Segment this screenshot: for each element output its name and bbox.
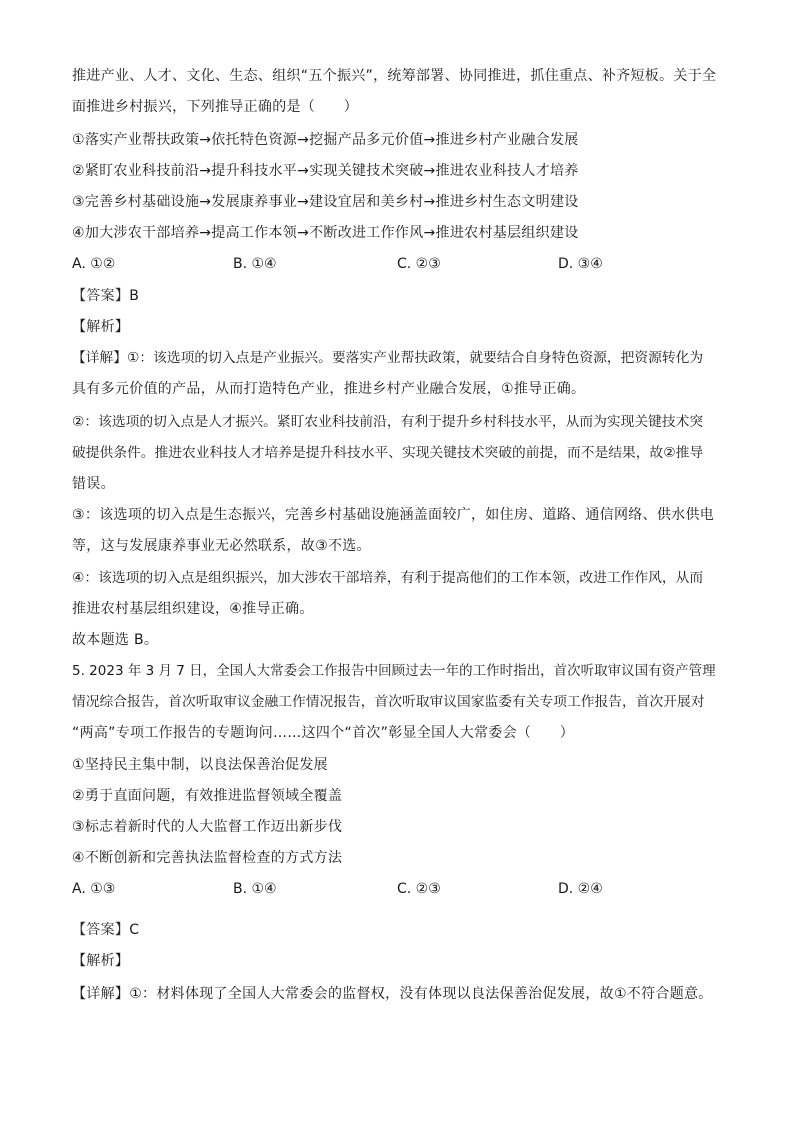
q4-detail-text-1: ①：该选项的切入点是产业振兴。要落实产业帮扶政策，就要结合自身特色资源，把资源转化为: [127, 350, 704, 366]
q4-stem-line-1: 推进产业、人才、文化、生态、组织“五个振兴”，统筹部署、协同推进，抓住重点、补齐短板。关于全: [72, 68, 717, 84]
q5-stem-line-1: 5. 2023 年 3 月 7 日，全国人大常委会工作报告中回顾过去一年的工作时指出，首次听取审议国有资产管理: [72, 663, 716, 679]
q4-detail-line-1: [72, 348, 703, 368]
q5-item-2: ②勇于直面问题，有效推进监督领域全覆盖: [72, 788, 343, 804]
q4-detail-line-4: 破提供条件。推进农业科技人才培养是提升科技水平、实现关键技术突破的前提，而不是结果，故②推导: [72, 445, 704, 461]
q5-option-d: D. ②④: [558, 881, 603, 897]
q4-detail-line-8: ④：该选项的切入点是组织振兴，加大涉农干部培养，有利于提高他们的工作本领，改进工作作风，从而: [72, 570, 704, 586]
q4-detail-line-2: 具有多元价值的产品，从而打造特色产业，推进乡村产业融合发展，①推导正确。: [72, 381, 586, 397]
q5-stem-line-2: 情况综合报告，首次听取审议金融工作情况报告，首次听取审议国家监委有关专项工作报告，首次开展对: [72, 694, 705, 710]
q4-answer-line: [72, 286, 139, 306]
q5-stem-line-3: “两高”专项工作报告的专题询问……这四个“首次”彰显全国人大常委会（ ）: [72, 725, 575, 741]
q5-item-1: ①坚持民主集中制，以良法保善治促发展: [72, 757, 328, 773]
q4-item-4: ④加大涉农干部培养→提高工作本领→不断改进工作作风→推进农村基层组织建设: [72, 225, 579, 241]
q4-item-2: ②紧盯农业科技前沿→提升科技水平→实现关键技术突破→推进农业科技人才培养: [72, 163, 579, 179]
q4-detail-line-7: 等，这与发展康养事业无必然联系，故③不选。: [72, 538, 371, 554]
q4-option-d: D. ③④: [558, 256, 603, 272]
q4-answer-value: B: [129, 288, 140, 304]
q5-analysis-tag: 【解析】: [72, 953, 130, 969]
q4-detail-line-5: 错误。: [72, 476, 115, 492]
q4-conclusion: 故本题选 B。: [72, 632, 159, 648]
q5-option-a: A. ①③: [72, 881, 116, 897]
q4-detail-line-6: ③：该选项的切入点是生态振兴，完善乡村基础设施涵盖面较广，如住房、道路、通信网络、供水供电: [72, 507, 715, 523]
q4-detail-tag: 【详解】: [72, 350, 128, 366]
q5-option-c: C. ②③: [397, 881, 441, 897]
q4-detail-line-9: 推进农村基层组织建设，④推导正确。: [72, 601, 314, 617]
q4-item-3: ③完善乡村基础设施→发展康养事业→建设宜居和美乡村→推进乡村生态文明建设: [72, 194, 579, 210]
q5-answer-value: C: [129, 922, 140, 938]
q4-detail-line-3: ②：该选项的切入点是人才振兴。紧盯农业科技前沿，有利于提升乡村科技水平，从而为实现关键技术突: [72, 414, 704, 430]
q5-answer-tag: 【答案】: [72, 922, 130, 938]
q5-item-4: ④不断创新和完善执法监督检查的方式方法: [72, 850, 343, 866]
q5-item-3: ③标志着新时代的人大监督工作迈出新步伐: [72, 819, 343, 835]
q4-option-c: C. ②③: [397, 256, 441, 272]
q5-answer-line: [72, 920, 139, 940]
q5-option-b: B. ①④: [233, 881, 277, 897]
q5-detail-line-1: [72, 984, 713, 1004]
q5-detail-text-1: ①：材料体现了全国人大常委会的监督权，没有体现以良法保善治促发展，故①不符合题意。: [129, 986, 713, 1002]
q4-answer-tag: 【答案】: [72, 288, 130, 304]
q4-stem-line-2: 面推进乡村振兴，下列推导正确的是（ ）: [72, 99, 358, 115]
q4-option-a: A. ①②: [72, 256, 116, 272]
q4-item-1: ①落实产业帮扶政策→依托特色资源→挖掘产品多元价值→推进乡村产业融合发展: [72, 132, 579, 148]
q4-analysis-tag: 【解析】: [72, 319, 130, 335]
q5-detail-tag: 【详解】: [72, 986, 130, 1002]
q4-option-b: B. ①④: [233, 256, 277, 272]
